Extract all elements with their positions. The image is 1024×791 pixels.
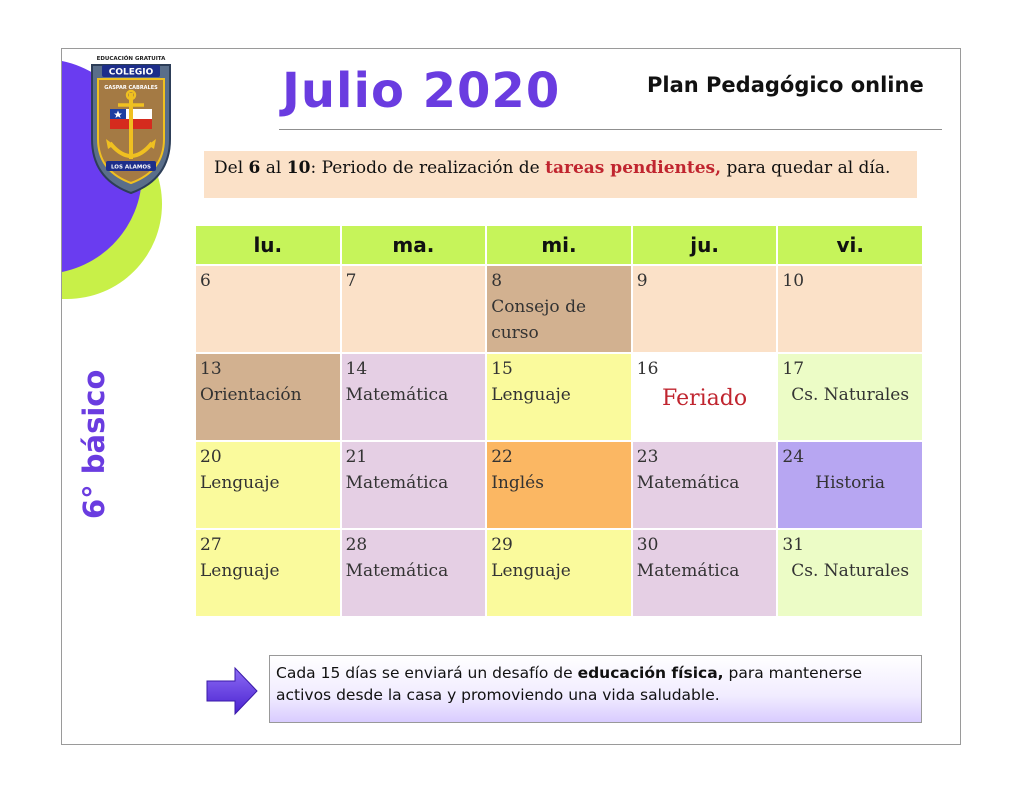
notice-banner [204, 151, 917, 198]
calendar-cell [196, 354, 340, 440]
notice-prefix: Del [214, 158, 249, 178]
footer-bold: educación física, [577, 664, 724, 682]
day-header-fri: vi. [778, 226, 922, 264]
calendar-cell [633, 354, 777, 440]
cell-activity: Lenguaje [491, 385, 571, 405]
cell-day-number: 15 [491, 359, 513, 379]
cell-activity: Cs. Naturales [791, 561, 910, 581]
cell-day-number: 20 [200, 447, 222, 467]
page-title: Julio 2020 [282, 63, 561, 119]
cell-activity: Inglés [491, 473, 544, 493]
cell-activity: Lenguaje [200, 561, 280, 581]
day-header-tue: ma. [342, 226, 486, 264]
cell-day-number: 27 [200, 535, 222, 555]
cell-activity: Lenguaje [491, 561, 571, 581]
school-crest-logo [84, 51, 178, 201]
notice-text2: para quedar al día. [721, 158, 891, 178]
footer-text1: Cada 15 días se enviará un desafío de [276, 664, 578, 682]
cell-day-number: 31 [782, 535, 805, 555]
calendar-cell [196, 266, 340, 352]
cell-activity: Matemática [636, 561, 740, 581]
calendar-cell [342, 530, 486, 616]
calendar-cell [778, 354, 922, 440]
calendar-week-row [196, 442, 922, 528]
notice-to: 10 [286, 158, 311, 178]
cell-day-number: 30 [636, 535, 659, 555]
cell-activity: Lenguaje [200, 473, 280, 493]
title-divider [279, 129, 942, 130]
calendar-table [194, 224, 924, 618]
calendar-cell [342, 354, 486, 440]
logo-top-text: EDUCACIÓN GRATUITA [96, 56, 166, 62]
holiday-label: Feriado [662, 386, 748, 411]
cell-activity: Matemática [345, 561, 449, 581]
calendar-cell [487, 530, 631, 616]
notice-text1: : Periodo de realización de [310, 158, 546, 178]
grade-label: 6° básico [77, 369, 111, 519]
calendar-week-row [196, 354, 922, 440]
cell-activity: Historia [815, 473, 886, 493]
notice-from: 6 [248, 158, 261, 178]
page-subtitle: Plan Pedagógico online [647, 73, 924, 97]
calendar-cell [633, 442, 777, 528]
cell-day-number: 17 [782, 359, 805, 379]
calendar-week-row [196, 266, 922, 352]
calendar-cell [778, 530, 922, 616]
cell-day-number: 22 [491, 447, 513, 467]
cell-activity: Orientación [200, 385, 302, 405]
logo-school-name: GASPAR CABRALES [104, 85, 158, 91]
cell-day-number: 13 [200, 359, 222, 379]
cell-day-number: 8 [491, 271, 503, 291]
footer-note [269, 655, 922, 723]
calendar-cell [487, 354, 631, 440]
cell-day-number: 14 [345, 359, 368, 379]
cell-day-number: 24 [782, 447, 805, 467]
day-header-wed: mi. [487, 226, 631, 264]
calendar-cell [633, 530, 777, 616]
calendar-cell [487, 442, 631, 528]
cell-day-number: 23 [636, 447, 659, 467]
right-arrow-icon [205, 665, 259, 717]
calendar-cell [487, 266, 631, 352]
cell-activity: Matemática [636, 473, 740, 493]
logo-banner: COLEGIO [108, 67, 154, 78]
calendar-cell [196, 442, 340, 528]
calendar-cell [342, 442, 486, 528]
day-header-mon: lu. [196, 226, 340, 264]
notice-highlight: tareas pendientes, [545, 158, 722, 178]
cell-day-number: 28 [345, 535, 368, 555]
cell-day-number: 6 [200, 271, 211, 291]
cell-activity: Cs. Naturales [791, 385, 910, 405]
day-header-thu: ju. [633, 226, 777, 264]
calendar-cell [633, 266, 777, 352]
notice-mid: al [260, 158, 287, 178]
cell-day-number: 16 [636, 359, 659, 379]
cell-activity: Matemática [345, 385, 449, 405]
calendar-cell [196, 530, 340, 616]
logo-city: LOS ALAMOS [111, 164, 151, 171]
cell-day-number: 10 [782, 271, 805, 291]
calendar-cell [342, 266, 486, 352]
cell-day-number: 7 [345, 271, 357, 291]
slide [61, 48, 961, 745]
cell-activity: Consejo de curso [491, 297, 587, 343]
cell-day-number: 9 [636, 271, 648, 291]
footer-text2: para mantenerse activos desde la casa y promoviendo una vida saludable. [276, 664, 863, 704]
calendar-cell [778, 442, 922, 528]
cell-day-number: 21 [345, 447, 368, 467]
calendar-week-row [196, 530, 922, 616]
calendar-cell [778, 266, 922, 352]
cell-day-number: 29 [491, 535, 513, 555]
calendar-header-row [196, 226, 922, 264]
cell-activity: Matemática [345, 473, 449, 493]
